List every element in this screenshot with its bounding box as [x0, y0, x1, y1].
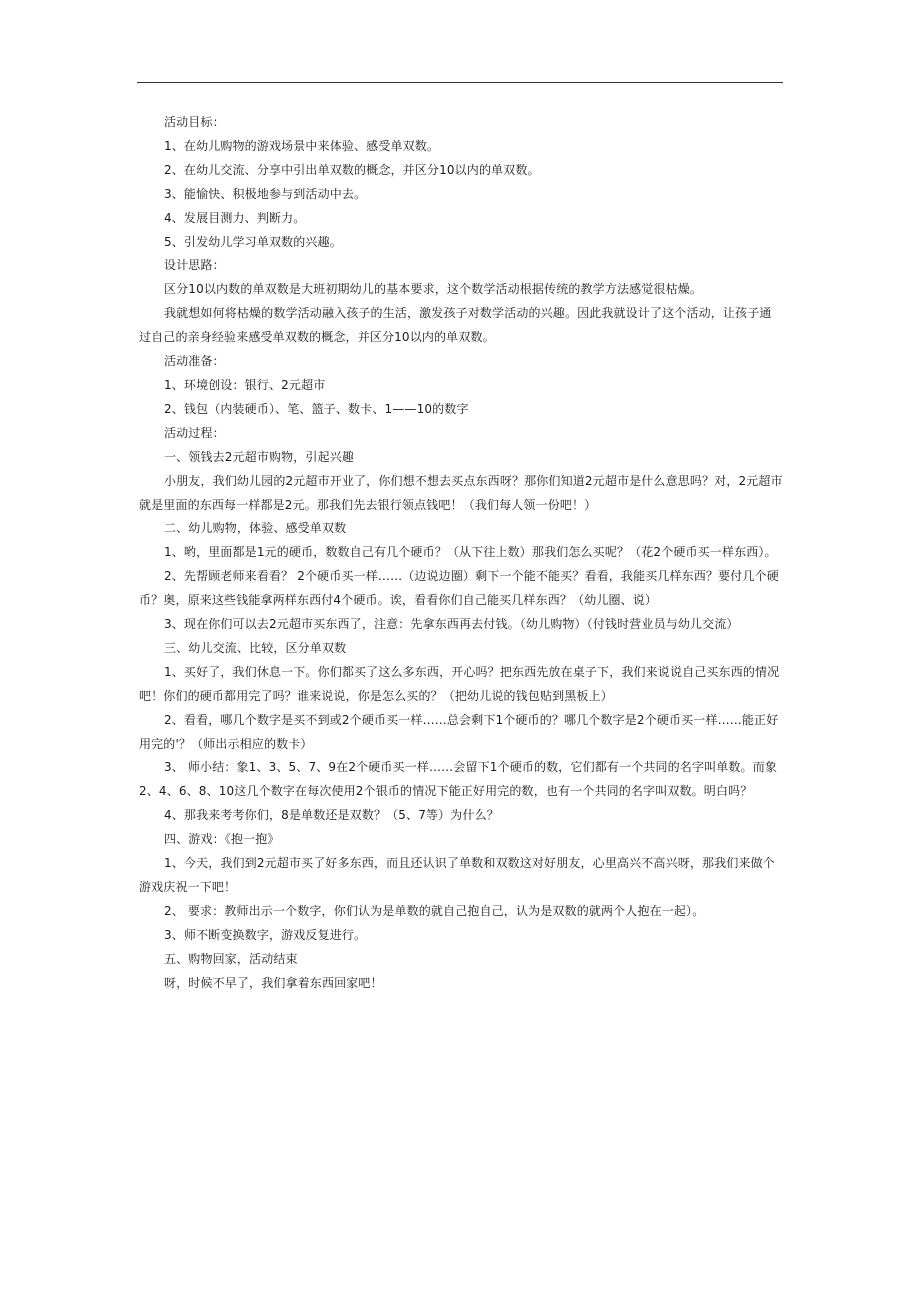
paragraph: 1、环境创设：银行、2元超市 [164, 377, 326, 392]
paragraph: 2、看看，哪几个数字是买不到或2个硬币买一样……总会剩下1个硬币的？哪几个数字是2个硬币买一样……能正好用完的'？（师出示相应的数卡） [139, 712, 779, 751]
paragraph: 1、今天，我们到2元超市买了好多东西，而且还认识了单数和双数这对好朋友，心里高兴不高兴呀，那我们来做个游戏庆祝一下吧！ [139, 856, 775, 894]
paragraph: 2、 要求：教师出示一个数字，你们认为是单数的就自己抱自己，认为是双数的就两个人抱在一起）。 [164, 903, 705, 918]
paragraph: 区分10以内数的单双数是大班初期幼儿的基本要求，这个数学活动根据传统的教学方法感觉很枯燥。 [164, 282, 703, 297]
paragraph: 3、能愉快、积极地参与到活动中去。 [164, 186, 367, 201]
paragraph: 五、购物回家，活动结束 [164, 951, 298, 966]
paragraph: 四、游戏：《抱一抱》 [164, 832, 280, 847]
paragraph: 呀，时候不早了，我们拿着东西回家吧！ [164, 975, 383, 990]
paragraph: 3、现在你们可以去2元超市买东西了，注意：先拿东西再去付钱。（幼儿购物）（付钱时营业员与幼儿交流） [164, 617, 739, 632]
paragraph: 3、师不断变换数字，游戏反复进行。 [164, 927, 367, 942]
paragraph: 设计思路： [164, 258, 225, 273]
paragraph: 1、哟，里面都是1元的硬币，数数自己有几个硬币？（从下往上数）那我们怎么买呢？（花2个硬币买一样东西）。 [164, 545, 777, 560]
paragraph: 活动过程： [164, 425, 225, 440]
paragraph: 一、领钱去2元超市购物，引起兴趣 [164, 449, 355, 464]
paragraph: 1、在幼儿购物的游戏场景中来体验、感受单双数。 [164, 138, 440, 153]
paragraph: 活动准备： [164, 354, 225, 369]
document-body [139, 111, 783, 996]
paragraph: 小朋友，我们幼儿园的2元超市开业了，你们想不想去买点东西呀？那你们知道2元超市是什么意思吗？对，2元超市就是里面的东西每一样都是2元。那我们先去银行领点钱吧！（我们每人领一份吧！） [139, 473, 783, 512]
paragraph: 活动目标： [164, 115, 225, 129]
paragraph: 二、幼儿购物，体验、感受单双数 [164, 521, 347, 536]
paragraph: 我就想如何将枯燥的数学活动融入孩子的生活，激发孩子对数学活动的兴趣。因此我就设计了这个活动，让孩子通过自己的亲身经验来感受单双数的概念，并区分10以内的单双数。 [139, 306, 772, 345]
paragraph: 1、买好了，我们休息一下。你们都买了这么多东西，开心吗？把东西先放在桌子下，我们来说说自己买东西的情况吧！你们的硬币都用完了吗？谁来说说，你是怎么买的？（把幼儿说的钱包贴到黑板上） [139, 664, 780, 703]
paragraph: 5、引发幼儿学习单双数的兴趣。 [164, 234, 342, 249]
paragraph: 2、先帮顾老师来看看？ 2个硬币买一样……（边说边圈）剩下一个能不能买？看看，我能买几样东西？要付几个硬币？奥，原来这些钱能拿两样东西付4个硬币。诶，看看你们自己能买几样东西？（幼儿圈、说） [139, 569, 779, 608]
paragraph: 3、 师小结：象1、3、5、7、9在2个硬币买一样……会留下1个硬币的数，它们都有一个共同的名字叫单数。而象2、4、6、8、10这几个数字在每次使用2个银币的情况下能正好用完的数，也有一个共同的名字叫双数。明白吗？ [139, 760, 777, 799]
paragraph: 2、在幼儿交流、分享中引出单双数的概念，并区分10以内的单双数。 [164, 162, 540, 177]
paragraph: 4、那我来考考你们，8是单数还是双数？（5、7等）为什么？ [164, 808, 499, 823]
paragraph: 三、幼儿交流、比较，区分单双数 [164, 640, 347, 655]
header-rule [137, 82, 783, 83]
paragraph: 2、钱包（内装硬币）、笔、篮子、数卡、1——10的数字 [164, 401, 469, 416]
paragraph: 4、发展目测力、判断力。 [164, 210, 306, 225]
